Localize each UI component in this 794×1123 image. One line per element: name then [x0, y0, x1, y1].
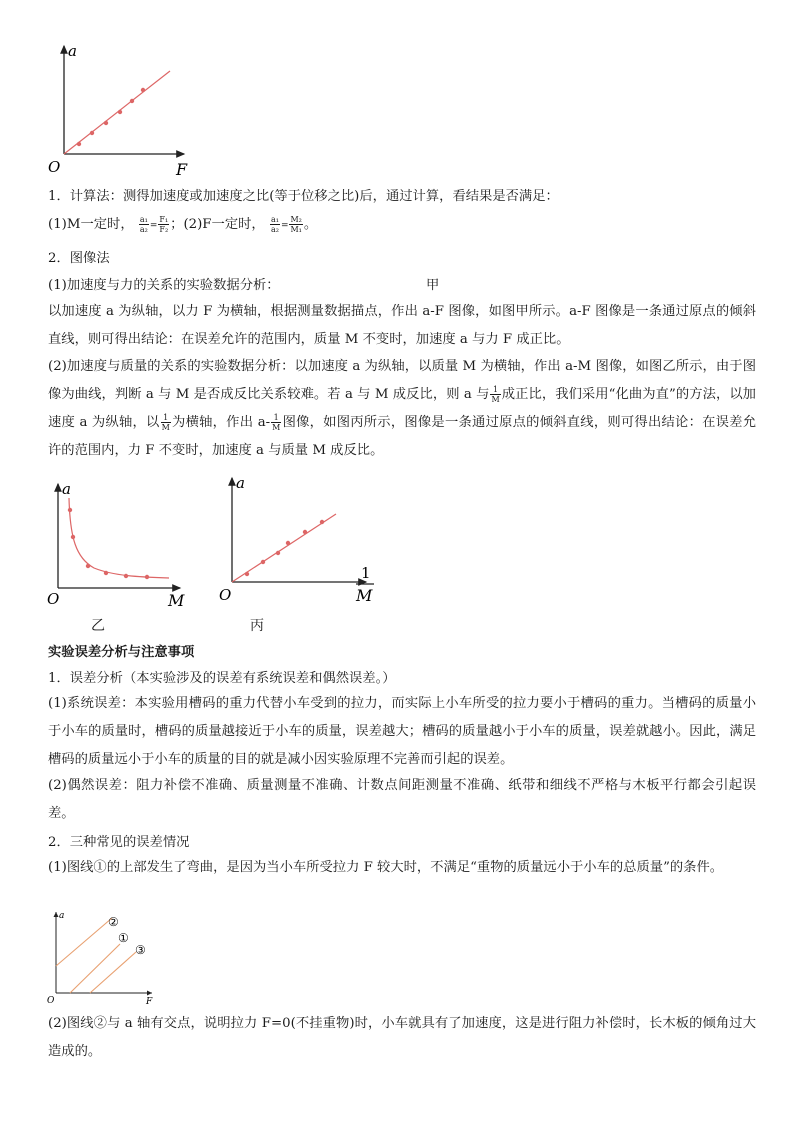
system-error-text: (1)系统误差：本实验用槽码的重力代替小车受到的拉力，而实际上小车所受的拉力要小于槽码的重力。当槽码的质量小于小车的质量时，槽码的质量越接近于小车的质量，误差越大；槽码的质量越小于小车的质量，误差就越小。因此，满足槽码的质量远小于小车的质量的目的就是减小因实验原理不完善而引起的误差。 [48, 696, 756, 767]
figure-a-inv-m [216, 474, 382, 610]
y-axis-label: a [68, 42, 77, 60]
origin-label: O [47, 590, 60, 608]
fit-line [232, 514, 336, 582]
fraction-1-over-m-b: $\frac{1}{M}$ [161, 413, 170, 432]
fraction-m2-m1: $\frac{\text{M₂}}{\text{M₁}}$ [290, 215, 302, 234]
x-axis-label-den: M [356, 586, 373, 605]
force-analysis-body: 以加速度 a 为纵轴，以力 F 为横轴，根据测量数据描点，作出 a-F 图像，如图甲所示。a-F 图像是一条通过原点的倾斜直线，则可得出结论：在误差允许的范围内，质量 M 不变时，加速度 a 与力 F 成正比。 [48, 304, 756, 347]
data-points [68, 508, 149, 579]
graph-method-title: 2．图像法 [48, 251, 110, 266]
y-axis-label: a [62, 480, 71, 498]
y-axis-label: a [59, 911, 65, 921]
label-jia: 甲 [426, 278, 440, 293]
fraction-f1-f2: $\frac{\text{F₁}}{\text{F₂}}$ [159, 215, 169, 234]
label-line-2: ② [108, 915, 119, 929]
line-2 [56, 918, 112, 966]
calc-method-formula: (1)M一定时， $\frac{\text{a₁}}{\text{a₂}}$ = $\frac{\text{F₁}}{\text{F₂}}$ ；(2)F一定时， $\frac{\text{a₁}}{\text{a₂}}$ = $\frac{\text{M₂}}{\text{M₁}}$ 。 [48, 215, 318, 234]
force-analysis-title: (1)加速度与力的关系的实验数据分析： 甲 [48, 278, 440, 293]
hyperbola-curve [69, 498, 169, 578]
line-3 [90, 952, 136, 993]
origin-label: O [47, 996, 55, 1006]
x-axis-label: F [146, 997, 153, 1006]
error-case-2: (2)图线②与 a 轴有交点，说明拉力 F=0(不挂重物)时，小车就具有了加速度，这是进行阻力补偿时，长木板的倾角过大造成的。 [48, 1016, 756, 1059]
y-axis-label: a [236, 474, 245, 492]
figure-error-lines [46, 908, 166, 1006]
calc-method-title: 1．计算法：测得加速度或加速度之比(等于位移之比)后，通过计算，看结果是否满足： [48, 189, 559, 204]
caption-yi: 乙 [91, 618, 105, 634]
label-line-3: ③ [135, 943, 146, 957]
fraction-1-over-m-c: $\frac{1}{M}$ [272, 413, 281, 432]
origin-label: O [48, 158, 61, 176]
mass-analysis-body: (2)加速度与质量的关系的实验数据分析：以加速度 a 为纵轴，以质量 M 为横轴，作出 a-M 图像，如图乙所示，由于图像为曲线，判断 a 与 M 是否成反比关系较难。若 a 与 M 成反比，则 a 与 $\frac{1}{M}$ 成正比，我们采用“化曲为直”的方法，以加速度 a 为纵轴，以 $\frac{1}{M}$ 为横轴，作出 a- $\frac{1}{M}$ 图像，如图丙所示，图像是一条通过原点的倾斜直线，则可得出结论：在误差允许的范围内，力 F 不变时，加速度 a 与质量 M 成反比。 [48, 359, 756, 458]
figure-a-m [44, 478, 194, 610]
fit-line [64, 71, 170, 154]
fraction-a1-a2: $\frac{\text{a₁}}{\text{a₂}}$ [139, 215, 148, 234]
error-analysis-title: 1．误差分析（本实验涉及的误差有系统误差和偶然误差。） [48, 671, 396, 686]
error-section-heading: 实验误差分析与注意事项 [48, 645, 195, 660]
caption-bing: 丙 [250, 618, 264, 634]
random-error-text: (2)偶然误差：阻力补偿不准确、质量测量不准确、计数点间距测量不准确、纸带和细线不严格与木板平行都会引起误差。 [48, 778, 756, 821]
line-1 [70, 944, 120, 993]
x-axis-label: M [168, 591, 185, 610]
figure-a-f [44, 40, 194, 180]
x-axis-label-num: 1 [361, 564, 371, 582]
fraction-1-over-m: $\frac{1}{M}$ [491, 385, 500, 404]
three-errors-title: 2．三种常见的误差情况 [48, 835, 190, 850]
x-axis-label: F [176, 160, 188, 179]
label-line-1: ① [118, 931, 129, 945]
fraction-a1-a2-b: $\frac{\text{a₁}}{\text{a₂}}$ [270, 215, 279, 234]
error-case-1: (1)图线①的上部发生了弯曲，是因为当小车所受拉力 F 较大时，不满足“重物的质量远小于小车的总质量”的条件。 [48, 860, 724, 875]
origin-label: O [219, 586, 232, 604]
